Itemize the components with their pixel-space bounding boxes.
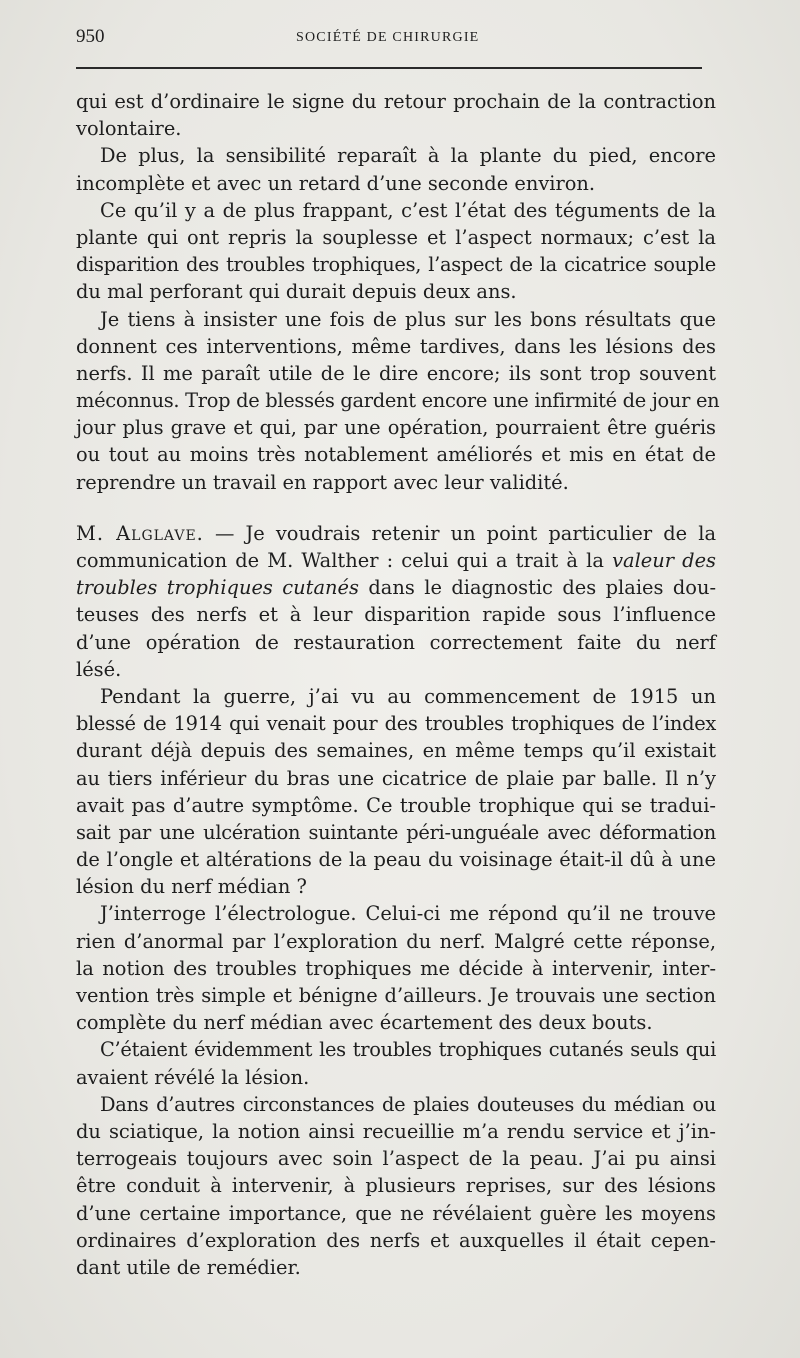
text-line: la notion des troubles trophiques me décide à intervenir, inter-: [76, 956, 716, 980]
text-line: donnent ces interventions, même tardives, dans les lésions des: [76, 334, 716, 358]
text-line: ou tout au moins très notablement améliorés et mis en état de: [76, 443, 716, 467]
header-rule: [76, 67, 702, 69]
body-text: [76, 88, 720, 1281]
text-line: jour plus grave et qui, par une opération, pourraient être guéris: [76, 416, 716, 440]
speaker-name: M. Alglave.: [76, 521, 204, 545]
text-line: nerfs. Il me paraît utile de le dire encore; ils sont trop souvent: [76, 361, 716, 385]
paragraph-gap: [76, 496, 716, 520]
page-number: 950: [76, 26, 105, 47]
text-line: [76, 520, 716, 547]
text-line: volontaire.: [76, 117, 182, 141]
text-line: du mal perforant qui durait depuis deux ans.: [76, 280, 517, 304]
text-line: durant déjà depuis des semaines, en même temps qu’il existait: [76, 739, 716, 763]
text-line: sait par une ulcération suintante péri-unguéale avec déformation: [76, 820, 716, 844]
text-span: communication de M. Walther : celui qui a trait à la: [76, 549, 613, 572]
text-line: d’une opération de restauration correctement faite du nerf: [76, 630, 716, 654]
text-line: être conduit à intervenir, à plusieurs reprises, sur des lésions: [76, 1174, 716, 1198]
text-line: [76, 574, 716, 601]
text-line: J’interroge l’électrologue. Celui-ci me répond qu’il ne trouve: [100, 902, 716, 926]
text-line: Ce qu’il y a de plus frappant, c’est l’état des téguments de la: [100, 198, 716, 222]
text-line: lésion du nerf médian ?: [76, 875, 307, 899]
text-line: rien d’anormal par l’exploration du nerf. Malgré cette réponse,: [76, 929, 716, 953]
text-line: Je tiens à insister une fois de plus sur les bons résultats que: [100, 307, 716, 331]
italic-phrase: troubles trophiques cutanés: [76, 576, 359, 600]
text-span: — Je voudrais retenir un point particulier de la: [203, 521, 717, 545]
text-line: blessé de 1914 qui venait pour des troubles trophiques de l’index: [76, 712, 716, 736]
text-line: incomplète et avec un retard d’une seconde environ.: [76, 171, 596, 195]
text-line: lésé.: [76, 657, 122, 681]
text-line: Pendant la guerre, j’ai vu au commencement de 1915 un: [100, 684, 716, 708]
text-line: C’étaient évidemment les troubles trophiques cutanés seuls qui: [100, 1038, 716, 1062]
text-line: au tiers inférieur du bras une cicatrice de plaie par balle. Il n’y: [76, 766, 716, 790]
text-line: d’une certaine importance, que ne révélaient guère les moyens: [76, 1201, 716, 1225]
text-line: méconnus. Trop de blessés gardent encore une infirmité de jour en: [76, 389, 720, 413]
text-line: du sciatique, la notion ainsi recueillie m’a rendu service et j’in-: [76, 1119, 716, 1143]
text-line: reprendre un travail en rapport avec leur validité.: [76, 470, 569, 494]
text-span: dans le diagnostic des plaies dou-: [368, 576, 717, 600]
text-line: De plus, la sensibilité reparaît à la plante du pied, encore: [100, 144, 716, 168]
text-line: plante qui ont repris la souplesse et l’aspect normaux; c’est la: [76, 225, 716, 249]
page-header: [76, 24, 702, 54]
text-line: ordinaires d’exploration des nerfs et auxquelles il était cepen-: [76, 1228, 716, 1252]
running-head: SOCIÉTÉ DE CHIRURGIE: [296, 30, 480, 45]
text-line: de l’ongle et altérations de la peau du voisinage était-il dû à une: [76, 848, 716, 872]
text-line: vention très simple et bénigne d’ailleurs. Je trouvais une section: [76, 984, 716, 1007]
text-line: avait pas d’autre symptôme. Ce trouble trophique qui se tradui-: [76, 793, 716, 817]
text-line: Dans d’autres circonstances de plaies douteuses du médian ou: [100, 1092, 716, 1116]
text-line: teuses des nerfs et à leur disparition rapide sous l’influence: [76, 603, 716, 627]
text-line: avaient révélé la lésion.: [76, 1065, 310, 1089]
text-line: disparition des troubles trophiques, l’aspect de la cicatrice souple: [76, 253, 716, 277]
text-line: dant utile de remédier.: [76, 1255, 301, 1279]
italic-phrase: valeur des: [612, 549, 717, 572]
text-line: [76, 547, 716, 574]
text-line: terrogeais toujours avec soin l’aspect de la peau. J’ai pu ainsi: [76, 1147, 716, 1171]
text-line: complète du nerf médian avec écartement des deux bouts.: [76, 1011, 653, 1035]
text-line: qui est d’ordinaire le signe du retour prochain de la contraction: [76, 90, 716, 113]
